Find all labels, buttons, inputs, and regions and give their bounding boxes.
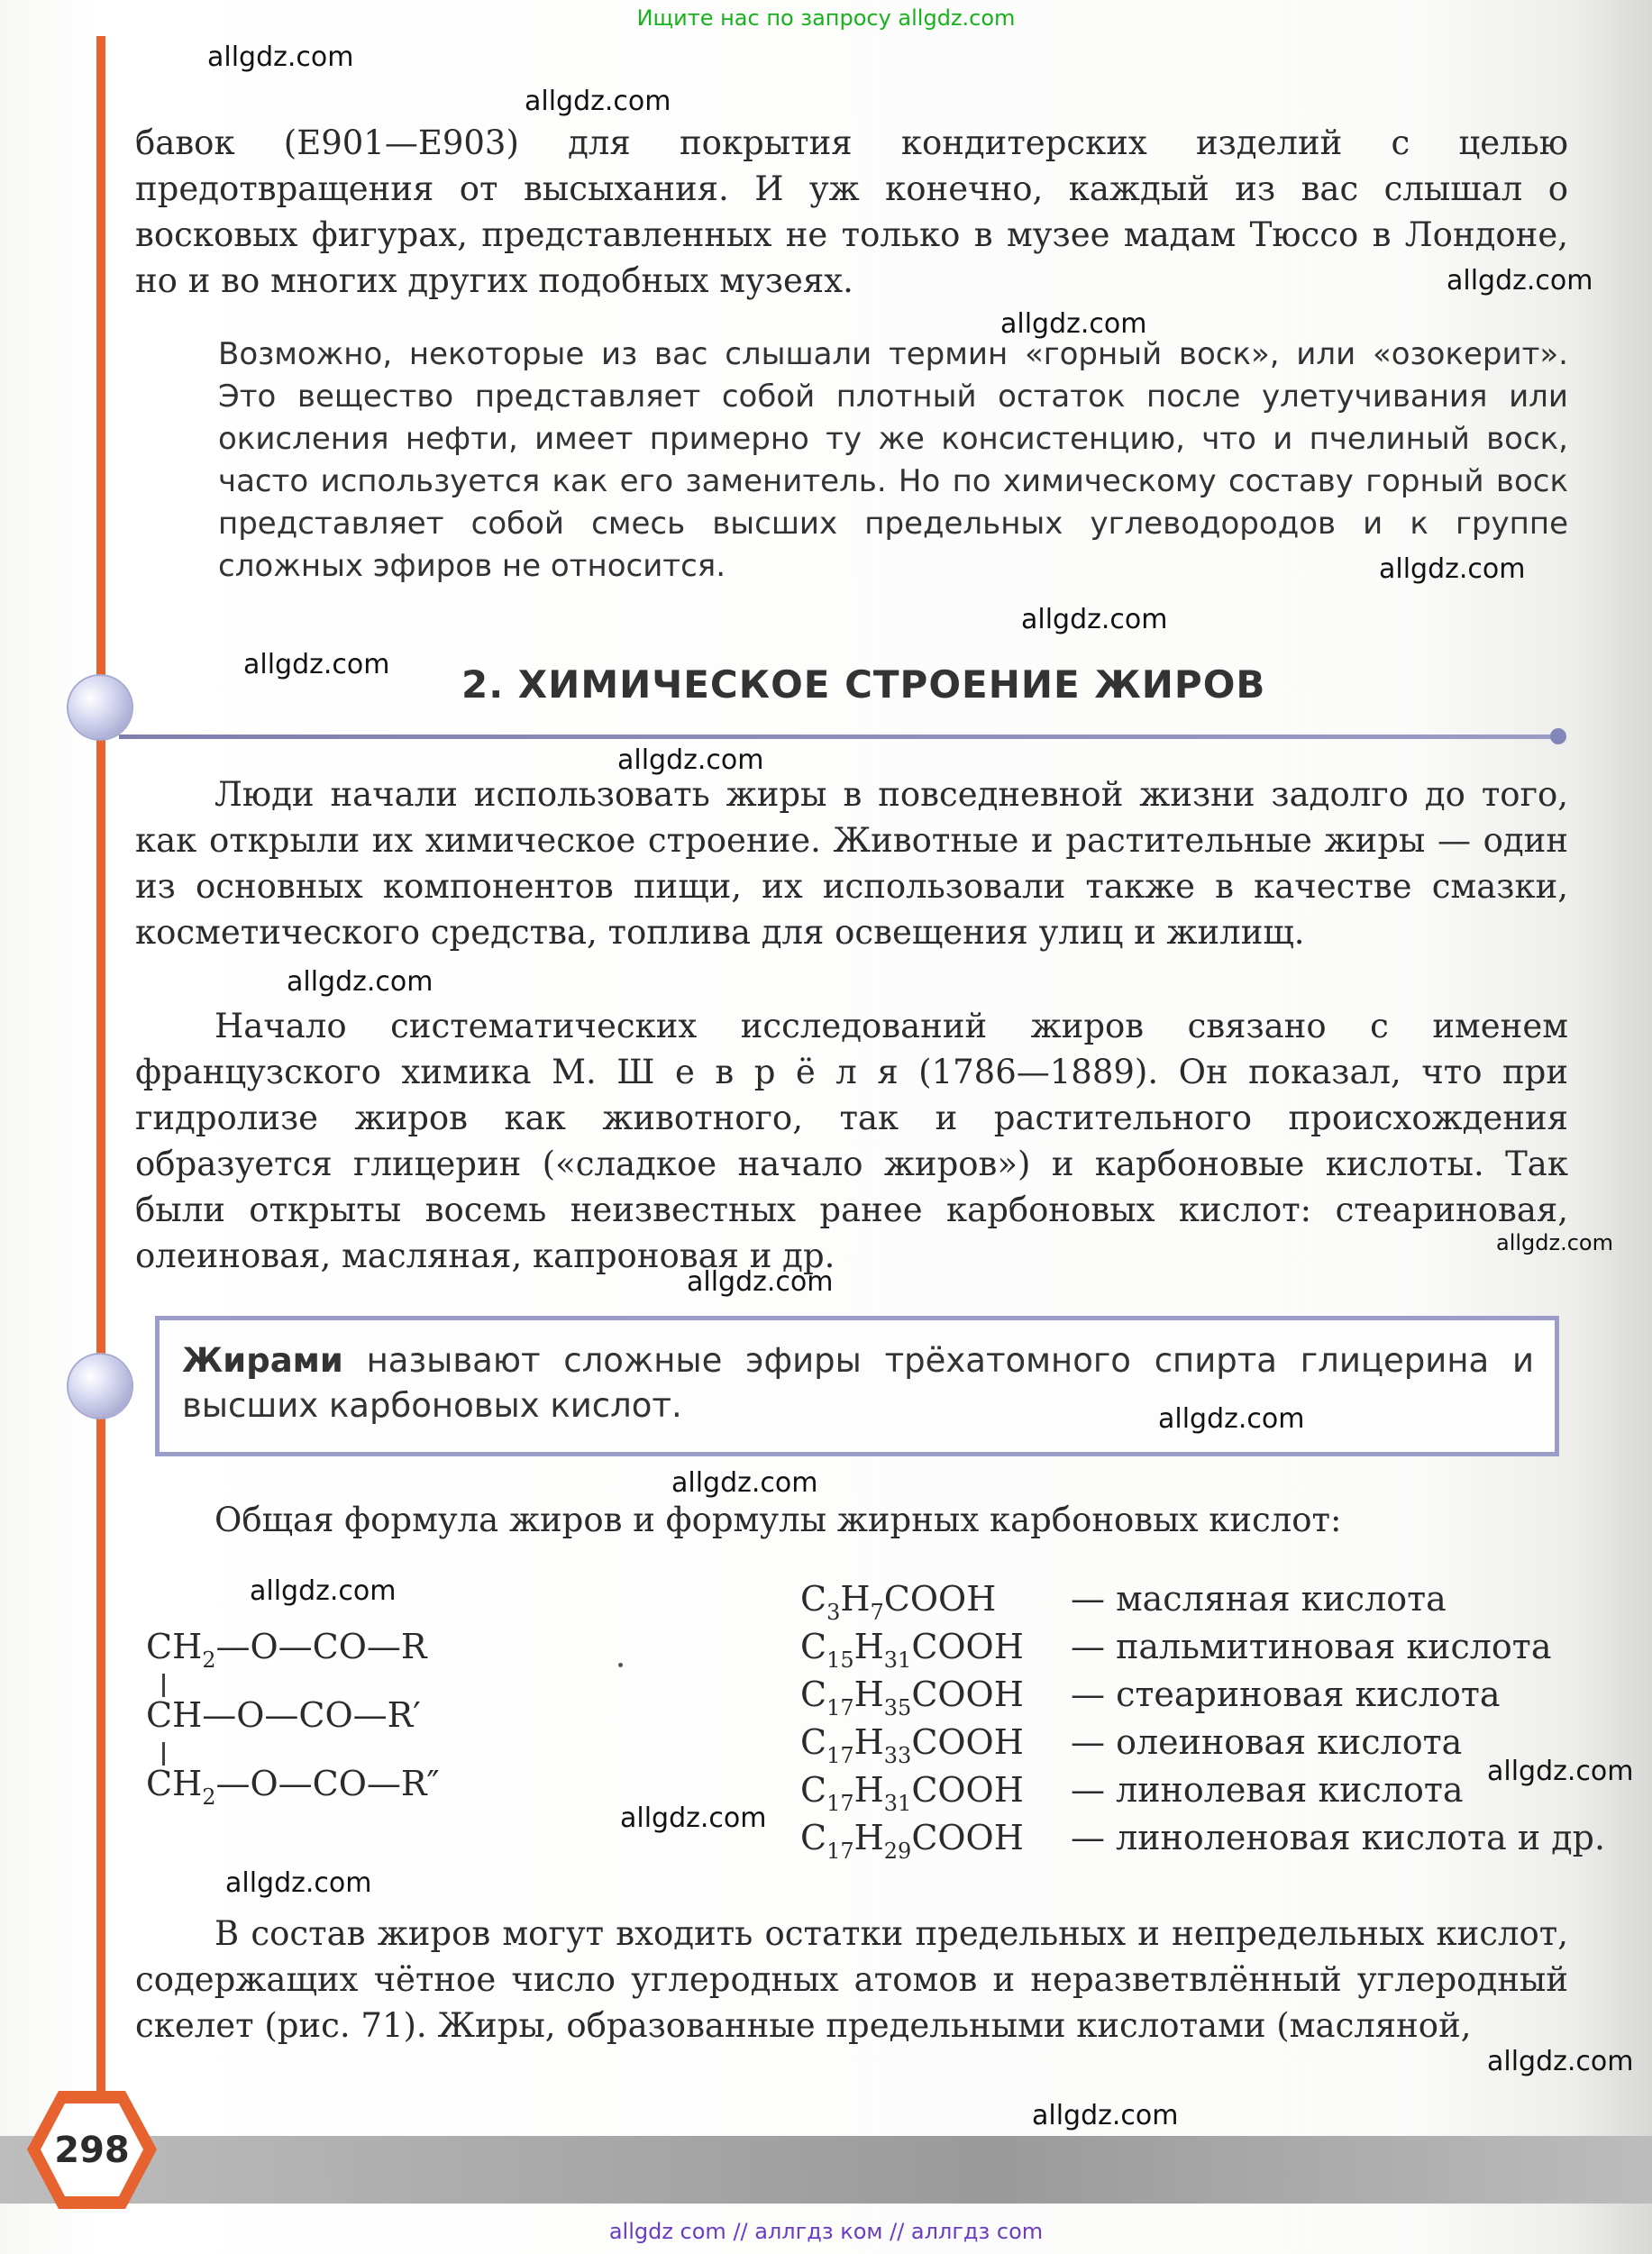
- watermark: allgdz.com: [207, 41, 354, 73]
- fat-formula-line-1: $CH_2—O—CO—R$: [146, 1627, 427, 1673]
- watermark: allgdz.com: [243, 649, 390, 680]
- watermark: allgdz.com: [525, 86, 671, 117]
- page-number: 298: [54, 2129, 130, 2171]
- definition-marker-bullet: [68, 1355, 132, 1418]
- watermark: allgdz.com: [1000, 308, 1147, 340]
- paragraph-intro: бавок (Е901—Е903) для покрытия кондитерских изделий с целью предотвращения от высыхания. И уж конечно, каждый из вас слышал о восковых фигурах, представленных не только в музее мадам Тюссо в Лондоне, но и во многих других подобных музеях.: [135, 123, 1568, 300]
- watermark: allgdz.com: [1447, 265, 1593, 297]
- watermark: allgdz.com: [1379, 553, 1526, 585]
- definition-text: [182, 1338, 1534, 1428]
- watermark: allgdz.com: [287, 966, 434, 998]
- fat-formula-line-2: CH—O—CO—R′: [146, 1695, 421, 1735]
- paragraph-note: Возможно, некоторые из вас слышали термин «горный воск», или «озокерит». Это вещество представляет собой плотный остаток после улетучивания или окисления нефти, имеет примерно ту же консистенцию, что и пчелиный воск, часто используется как его заменитель. Но по химическому составу горный воск представляет собой смесь высших предельных углеводородов и к группе сложных эфиров не относится.: [218, 336, 1568, 584]
- acid-row: $C_{17}H_{31}COOH$ — линолевая кислота: [800, 1770, 1464, 1816]
- stray-dot: [618, 1663, 623, 1667]
- section-marker-bullet: [68, 676, 132, 739]
- definition-body: называют сложные эфиры трёхатомного спирта глицерина и высших карбоновых кислот.: [182, 1341, 1534, 1425]
- paragraph-1: Люди начали использовать жиры в повседневной жизни задолго до того, как открыли их химическое строение. Животные и растительные жиры — один из основных компонентов пищи, их использовали также в качестве смазки, косметического средства, топлива для освещения улиц и жилищ.: [135, 775, 1568, 952]
- fat-formula-bond-1: [162, 1674, 165, 1697]
- watermark: allgdz.com: [687, 1266, 834, 1298]
- fat-formula-line-3: $CH_2—O—CO—R''$: [146, 1764, 440, 1810]
- section-heading: 2. ХИМИЧЕСКОЕ СТРОЕНИЕ ЖИРОВ: [461, 662, 1266, 707]
- watermark: allgdz.com: [671, 1467, 818, 1499]
- acid-row: $C_{17}H_{35}COOH$ — стеариновая кислота: [800, 1675, 1501, 1720]
- bottom-banner[interactable]: allgdz com // аллгдз ком // аллгдз com: [608, 2219, 1044, 2244]
- paragraph-2: Начало систематических исследований жиров связано с именем французского химика М. Ш е в р ё л я (1786—1889). Он показал, что при гидролизе жиров как животного, так и растительного происхождения образуется глицерин («сладкое начало жиров») и карбоновые кислоты. Так были открыты восемь неизвестных ранее карбоновых кислот: стеариновая, олеиновая, масляная, капроновая и др.: [135, 1007, 1568, 1275]
- watermark: allgdz.com: [620, 1802, 767, 1834]
- paragraph-3: В состав жиров могут входить остатки предельных и непредельных кислот, содержащих чётное число углеродных атомов и неразветвлённый углеродный скелет (рис. 71). Жиры, образованные предельными кислотами (масляной,: [135, 1914, 1568, 2045]
- margin-accent-rule: [96, 36, 105, 2100]
- watermark: allgdz.com: [1021, 604, 1168, 635]
- watermark: allgdz.com: [1487, 1756, 1634, 1787]
- watermark: allgdz.com: [225, 1867, 372, 1899]
- watermark: allgdz.com: [1158, 1403, 1305, 1435]
- top-banner[interactable]: Ищите нас по запросу allgdz.com: [636, 5, 1016, 31]
- footer-band: [0, 2136, 1652, 2204]
- formula-caption: Общая формула жиров и формулы жирных карбоновых кислот:: [214, 1501, 1342, 1539]
- heading-underline: [119, 735, 1559, 739]
- watermark: allgdz.com: [1032, 2100, 1179, 2131]
- watermark: allgdz.com: [1487, 2046, 1634, 2077]
- fat-formula-bond-2: [162, 1742, 165, 1766]
- acid-row: $C_{17}H_{33}COOH$ — олеиновая кислота: [800, 1722, 1463, 1768]
- watermark: allgdz.com: [250, 1575, 397, 1607]
- acid-row: $C_{17}H_{29}COOH$ — линоленовая кислота и др.: [800, 1818, 1606, 1864]
- watermark: allgdz.com: [1496, 1230, 1613, 1255]
- watermark: allgdz.com: [617, 744, 764, 776]
- acid-row: $C_3H_7COOH$ — масляная кислота: [800, 1579, 1447, 1625]
- acid-row: $C_{15}H_{31}COOH$ — пальмитиновая кислота: [800, 1627, 1552, 1673]
- definition-term: Жирами: [182, 1341, 343, 1380]
- heading-underline-end-dot: [1550, 728, 1566, 744]
